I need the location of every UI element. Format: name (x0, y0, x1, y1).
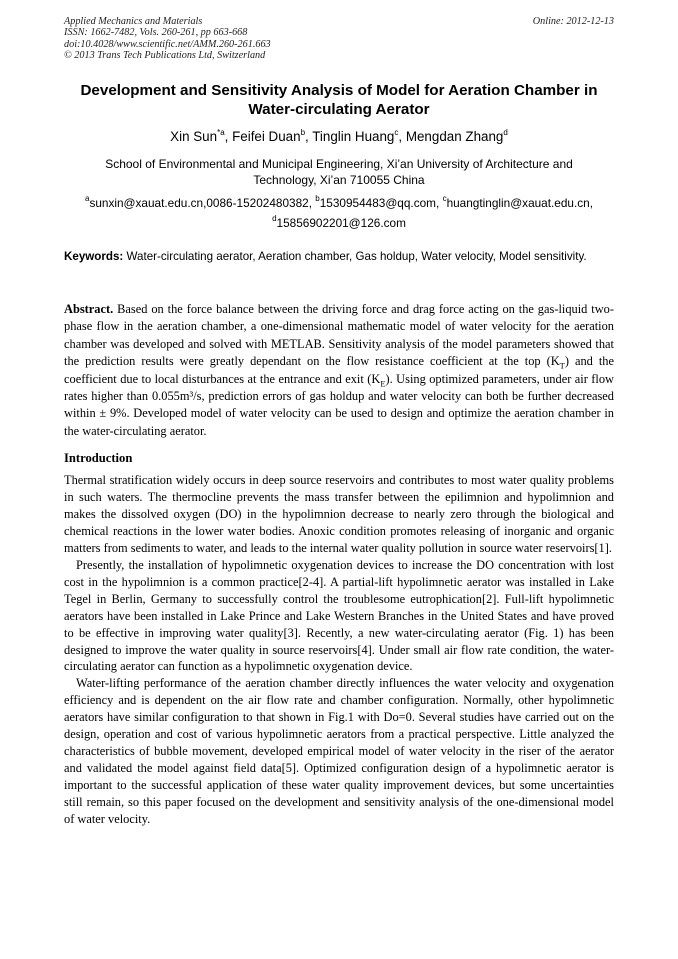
abstract-label: Abstract. (64, 302, 114, 316)
author-affiliation-mark: *a (217, 128, 225, 137)
subscript: E (380, 378, 386, 389)
author-affiliation-mark: d (503, 128, 508, 137)
author-name: Xin Sun (170, 129, 218, 144)
author-name: Tinglin Huang (312, 129, 395, 144)
doi-line: doi:10.4028/www.scientific.net/AMM.260-261.663 (64, 38, 271, 50)
abstract (64, 301, 614, 440)
issn-line: ISSN: 1662-7482, Vols. 260-261, pp 663-668 (64, 27, 248, 39)
copyright-line: © 2013 Trans Tech Publications Ltd, Switzerland (64, 50, 266, 62)
online-date: Online: 2012-12-13 (532, 16, 614, 27)
journal-name: Applied Mechanics and Materials (64, 16, 203, 27)
email-mark: b (315, 194, 320, 203)
email-mark: c (442, 194, 447, 203)
email-a: sunxin@xauat.edu.cn,0086-15202480382, (89, 196, 312, 210)
author-name: Feifei Duan (232, 129, 301, 144)
subscript: T (559, 360, 565, 371)
email-c: huangtinglin@xauat.edu.cn, (446, 196, 593, 210)
keywords-label: Keywords: (64, 250, 124, 263)
abstract-text: Based on the force balance between the driving force and drag force acting on the gas-liquid two-phase flow in the aeration chamber, a one-dimensional mathematic model of water velocity for the aeration chamber was developed and solved with METLAB. Sensitivity analysis of the model parameters showed that the prediction results were greatly dependant on the flow resistance coefficient at the top (K (64, 302, 614, 369)
author-name: Mengdan Zhang (405, 129, 504, 144)
author-affiliation-mark: b (300, 128, 306, 137)
keywords (64, 250, 614, 264)
section-heading-introduction: Introduction (64, 451, 133, 465)
paper-title: Development and Sensitivity Analysis of Model for Aeration Chamber in Water-circulating Aerator (80, 82, 598, 118)
introduction-body (64, 472, 614, 828)
email-mark: d (272, 214, 277, 223)
affiliation: School of Environmental and Municipal Engineering, Xi’an University of Architecture and Technology, Xi’an 710055 China (105, 157, 573, 187)
paragraph: Water-lifting performance of the aeration chamber directly influences the water velocity and oxygenation efficiency and is dependent on the air flow rate and chamber configuration. Normally, other hypolimnetic aerators have similar configuration to that shown in Fig.1 with Do=0. Several studies have carried out on the design, operation and cost of various hypolimnetic aerators from a practical perspective. Little analyzed the characteristics of bubble movement, developed empirical model of water velocity in the riser of the aerator and validated the model against field data[5]. Optimized configuration design of a hypolimnetic aerator is important to the successful application of these water quality improvement devices, but some uncertainties still remain, so this paper focused on the development and sensitivity analysis of the one-dimensional model of water velocity. (64, 676, 614, 827)
email-b: 1530954483@qq.com, (319, 196, 440, 210)
publication-info (64, 16, 271, 62)
abstract-text: ) and the coefficient due to local disturbances at the entrance and exit (K (64, 354, 614, 386)
email-d: 15856902201@126.com (276, 216, 406, 230)
author-affiliation-mark: c (394, 128, 399, 137)
keywords-text: Water-circulating aerator, Aeration chamber, Gas holdup, Water velocity, Model sensitivity. (126, 250, 587, 263)
author-emails (64, 193, 614, 233)
author-list: Xin Sun$^{*a}$, Feifei Duan$^b$, Tinglin Huang$^c$, Mengdan Zhang$^d$ (170, 128, 508, 144)
paragraph: Presently, the installation of hypolimnetic oxygenation devices to increase the DO concentration with lost cost in the hypolimnion is a common practice[2-4]. A partial-lift hypolimnetic aerator was installed in Lake Tegel in Berlin, Germany to successfully control the troublesome eutrophication[2]. Full-lift hypolimnetic aerators have been installed in Lake Prince and Lake Western Branches in the United States and have proved to be effective in improving water quality[3]. Recently, a new water-circulating aerator (Fig. 1) has been designed to improve the water quality in source reservoirs[4]. Under small air flow rate condition, the water-circulating aerator can function as a hypolimnetic oxygenation device. (64, 557, 614, 674)
abstract-text: ). Using optimized parameters, under air flow rates higher than 0.055m³/s, prediction errors of gas holdup and water velocity can both be further decreased within ± 9%. Developed model of water velocity can be used to design and optimize the aeration chamber in the water-circulating aerator. (64, 371, 614, 438)
paragraph: Thermal stratification widely occurs in deep source reservoirs and contributes to most water quality problems in such waters. The thermocline prevents the mass transfer between the epilimnion and hypolimnion and makes the dissolved oxygen (DO) in the hypolimnion decrease to nearly zero through the biological and chemical reactions in the lower water bodies. Anoxic condition promotes releasing of inorganic and organic matters from sediments to water, and leads to the internal water quality pollution in source water reservoirs[1]. (64, 473, 614, 555)
email-mark: a (85, 194, 90, 203)
